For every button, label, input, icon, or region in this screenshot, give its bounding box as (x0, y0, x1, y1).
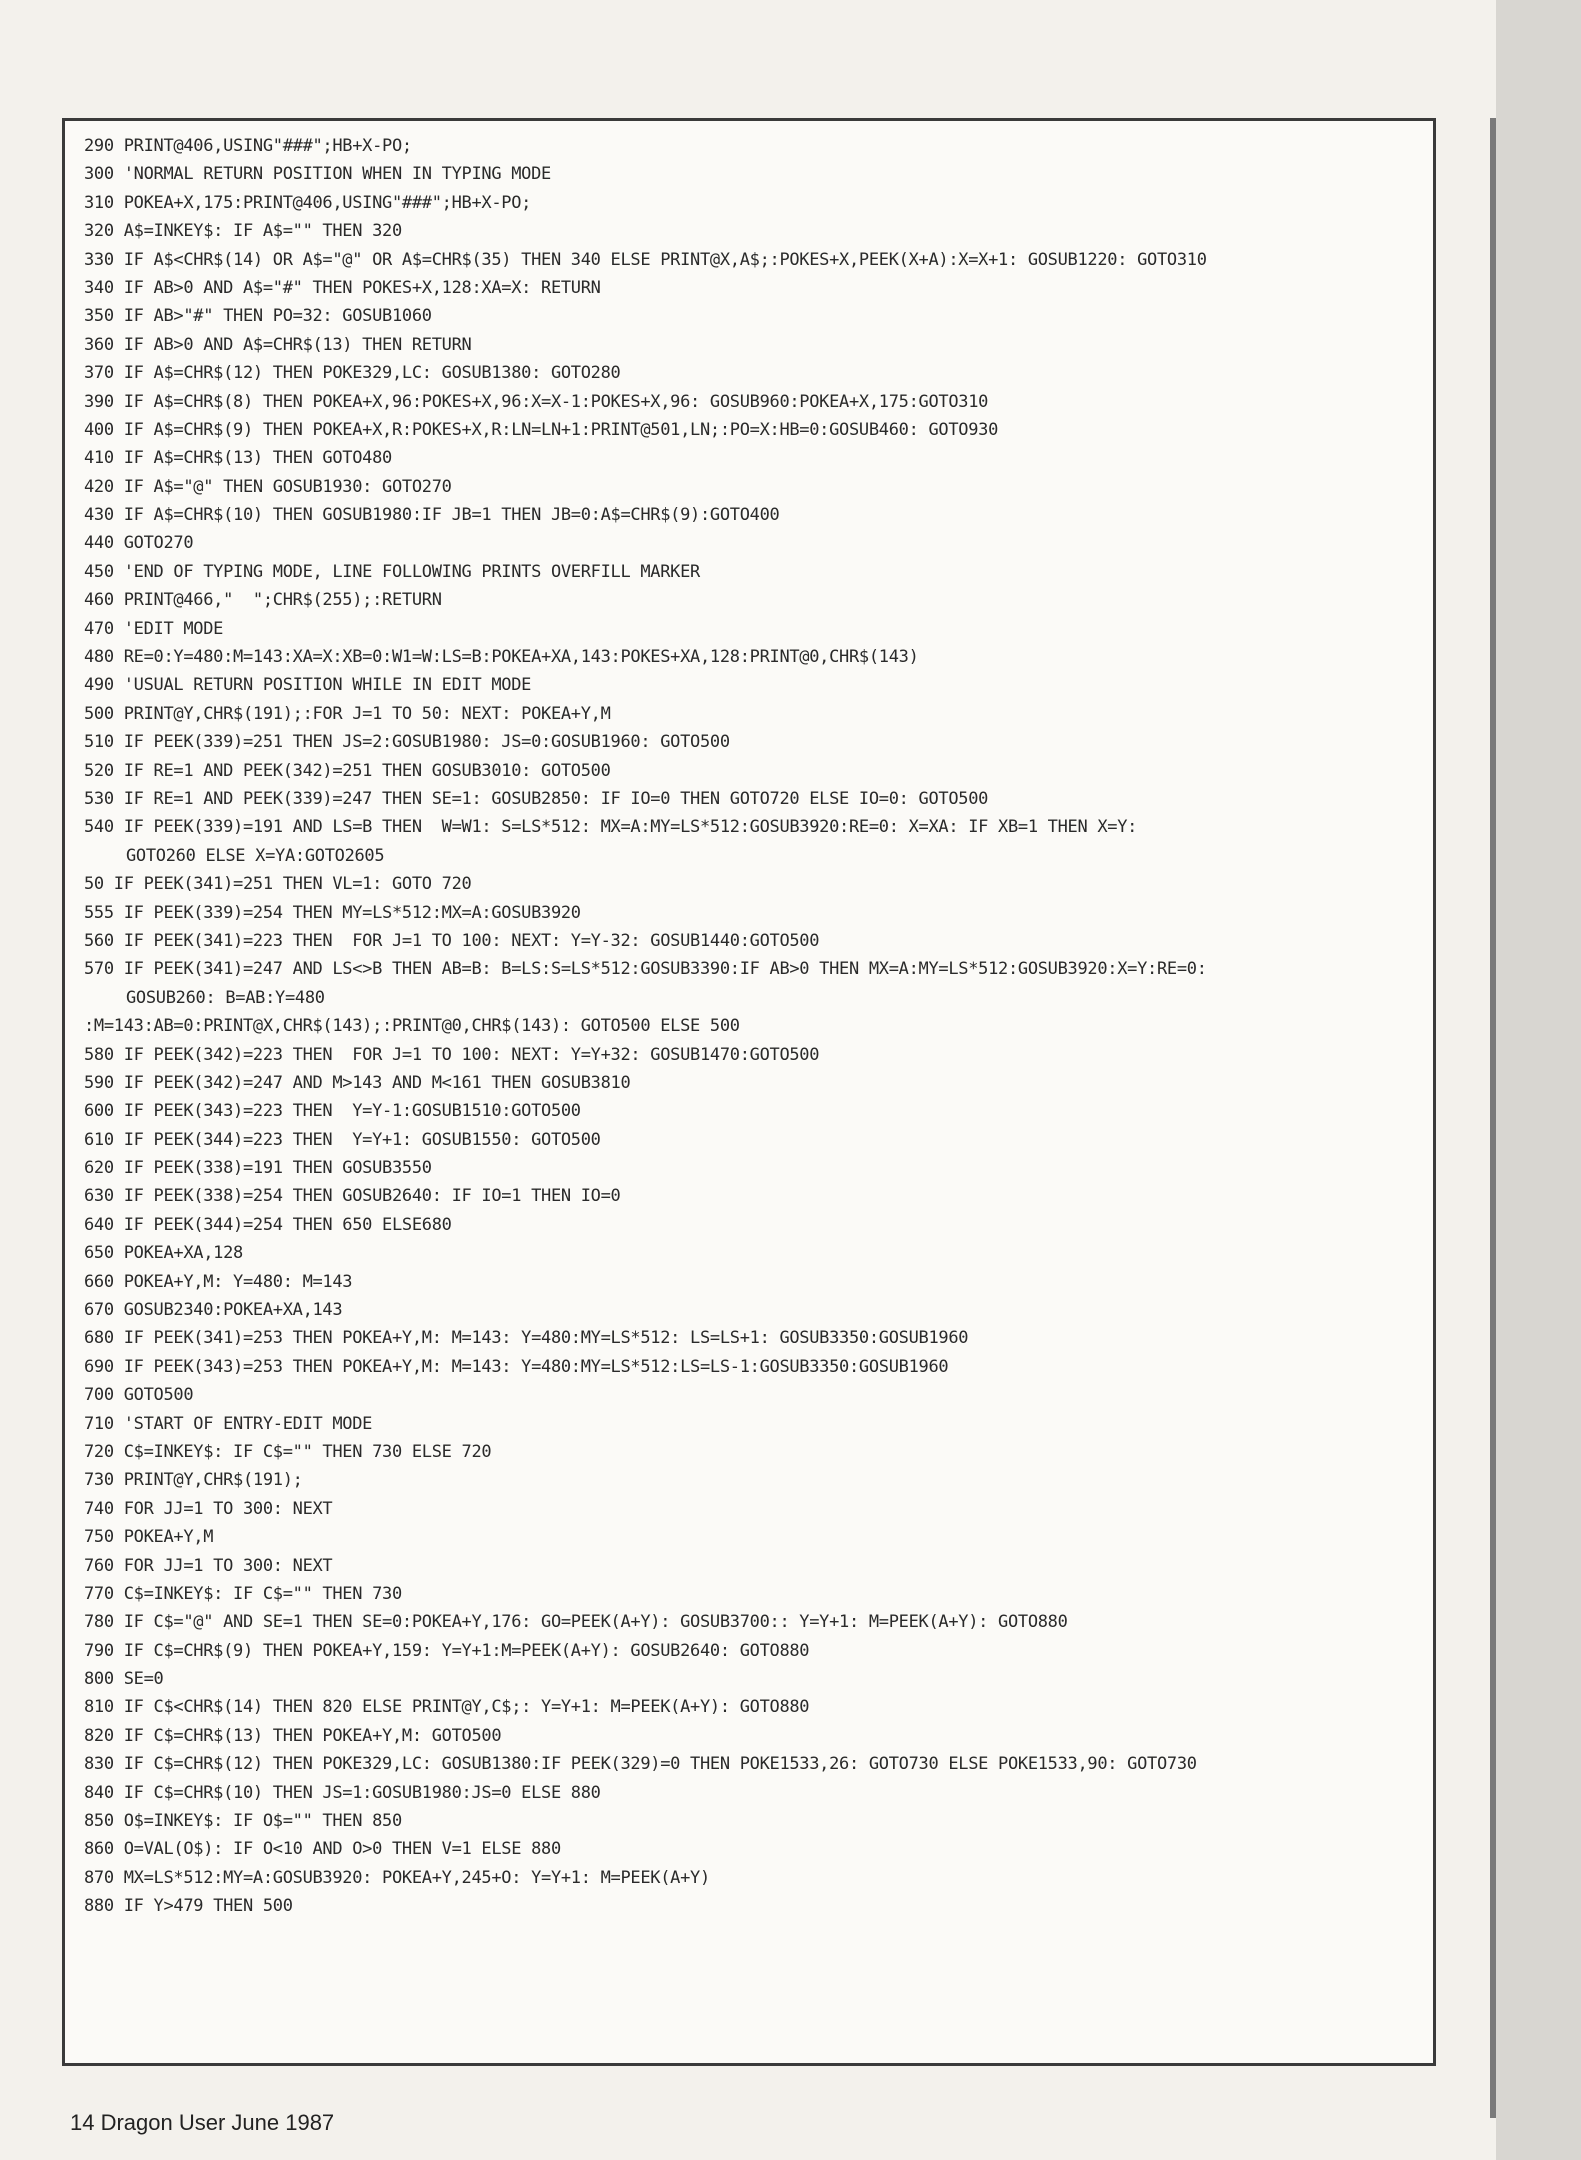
code-line: 510 IF PEEK(339)=251 THEN JS=2:GOSUB1980: JS=0:GOSUB1960: GOTO500 (84, 732, 730, 753)
program-listing (84, 132, 1424, 2052)
code-line: 820 IF C$=CHR$(13) THEN POKEA+Y,M: GOTO500 (84, 1725, 502, 1746)
code-line: 590 IF PEEK(342)=247 AND M>143 AND M<161 THEN GOSUB3810 (84, 1072, 631, 1093)
code-line: 570 IF PEEK(341)=247 AND LS<>B THEN AB=B: B=LS:S=LS*512:GOSUB3390:IF AB>0 THEN MX=A:MY=LS*512:GOSUB3920:X=Y:RE=0: (84, 959, 1207, 980)
code-line: 480 RE=0:Y=480:M=143:XA=X:XB=0:W1=W:LS=B:POKEA+XA,143:POKES+XA,128:PRINT@0,CHR$(143) (84, 647, 919, 668)
code-line: 660 POKEA+Y,M: Y=480: M=143 (84, 1271, 353, 1292)
code-line: 700 GOTO500 (84, 1385, 194, 1406)
code-line: 810 IF C$<CHR$(14) THEN 820 ELSE PRINT@Y,C$;: Y=Y+1: M=PEEK(A+Y): GOTO880 (84, 1697, 810, 1718)
code-line: 840 IF C$=CHR$(10) THEN JS=1:GOSUB1980:JS=0 ELSE 880 (84, 1782, 601, 1803)
code-line: 860 O=VAL(O$): IF O<10 AND O>0 THEN V=1 ELSE 880 (84, 1839, 561, 1860)
code-line: 880 IF Y>479 THEN 500 (84, 1896, 293, 1917)
code-line: 750 POKEA+Y,M (84, 1527, 214, 1548)
code-line: 300 'NORMAL RETURN POSITION WHEN IN TYPING MODE (84, 164, 551, 185)
code-line: 330 IF A$<CHR$(14) OR A$="@" OR A$=CHR$(35) THEN 340 ELSE PRINT@X,A$;:POKES+X,PEEK(X+A):X=X+1: GOSUB1220: GOTO310 (84, 249, 1207, 270)
code-line: 555 IF PEEK(339)=254 THEN MY=LS*512:MX=A:GOSUB3920 (84, 902, 581, 923)
code-line: 720 C$=INKEY$: IF C$="" THEN 730 ELSE 720 (84, 1441, 492, 1462)
code-line: 370 IF A$=CHR$(12) THEN POKE329,LC: GOSUB1380: GOTO280 (84, 363, 621, 384)
code-line: 520 IF RE=1 AND PEEK(342)=251 THEN GOSUB3010: GOTO500 (84, 760, 611, 781)
code-line: 610 IF PEEK(344)=223 THEN Y=Y+1: GOSUB1550: GOTO500 (84, 1129, 601, 1150)
frame-shadow (1490, 118, 1496, 2118)
code-line: 800 SE=0 (84, 1669, 164, 1690)
code-line: 400 IF A$=CHR$(9) THEN POKEA+X,R:POKES+X,R:LN=LN+1:PRINT@501,LN;:PO=X:HB=0:GOSUB460: GOTO930 (84, 419, 999, 440)
code-line: 740 FOR JJ=1 TO 300: NEXT (84, 1498, 333, 1519)
code-line: 390 IF A$=CHR$(8) THEN POKEA+X,96:POKES+X,96:X=X-1:POKES+X,96: GOSUB960:POKEA+X,175:GOTO310 (84, 391, 989, 412)
code-line: 640 IF PEEK(344)=254 THEN 650 ELSE680 (84, 1214, 452, 1235)
page-footer: 14 Dragon User June 1987 (70, 2110, 335, 2135)
code-line: 470 'EDIT MODE (84, 618, 224, 639)
code-line: 320 A$=INKEY$: IF A$="" THEN 320 (84, 221, 402, 242)
code-line: 580 IF PEEK(342)=223 THEN FOR J=1 TO 100: NEXT: Y=Y+32: GOSUB1470:GOTO500 (84, 1044, 820, 1065)
code-line: 530 IF RE=1 AND PEEK(339)=247 THEN SE=1: GOSUB2850: IF IO=0 THEN GOTO720 ELSE IO=0: GOTO500 (84, 788, 989, 809)
code-line: 760 FOR JJ=1 TO 300: NEXT (84, 1555, 333, 1576)
code-line: 690 IF PEEK(343)=253 THEN POKEA+Y,M: M=143: Y=480:MY=LS*512:LS=LS-1:GOSUB3350:GOSUB1960 (84, 1356, 949, 1377)
code-line: 620 IF PEEK(338)=191 THEN GOSUB3550 (84, 1158, 432, 1179)
adjacent-page-edge (1496, 0, 1581, 2160)
code-line: 430 IF A$=CHR$(10) THEN GOSUB1980:IF JB=1 THEN JB=0:A$=CHR$(9):GOTO400 (84, 505, 780, 526)
code-line: 630 IF PEEK(338)=254 THEN GOSUB2640: IF IO=1 THEN IO=0 (84, 1186, 621, 1207)
code-line: 870 MX=LS*512:MY=A:GOSUB3920: POKEA+Y,245+O: Y=Y+1: M=PEEK(A+Y) (84, 1867, 710, 1888)
code-line: 730 PRINT@Y,CHR$(191); (84, 1470, 303, 1491)
code-line: GOSUB260: B=AB:Y=480 (126, 987, 325, 1008)
code-line: 790 IF C$=CHR$(9) THEN POKEA+Y,159: Y=Y+1:M=PEEK(A+Y): GOSUB2640: GOTO880 (84, 1640, 810, 1661)
code-line: 830 IF C$=CHR$(12) THEN POKE329,LC: GOSUB1380:IF PEEK(329)=0 THEN POKE1533,26: GOTO730 ELSE POKE1533,90: GOTO730 (84, 1754, 1197, 1775)
code-line: 460 PRINT@466," ";CHR$(255);:RETURN (84, 590, 442, 611)
code-line: 600 IF PEEK(343)=223 THEN Y=Y-1:GOSUB1510:GOTO500 (84, 1101, 581, 1122)
code-line: 670 GOSUB2340:POKEA+XA,143 (84, 1300, 343, 1321)
code-line: 500 PRINT@Y,CHR$(191);:FOR J=1 TO 50: NEXT: POKEA+Y,M (84, 703, 611, 724)
code-line: 680 IF PEEK(341)=253 THEN POKEA+Y,M: M=143: Y=480:MY=LS*512: LS=LS+1: GOSUB3350:GOSUB1960 (84, 1328, 969, 1349)
code-line: 340 IF AB>0 AND A$="#" THEN POKES+X,128:XA=X: RETURN (84, 277, 601, 298)
code-line: 650 POKEA+XA,128 (84, 1243, 243, 1264)
code-line: 360 IF AB>0 AND A$=CHR$(13) THEN RETURN (84, 334, 472, 355)
code-line: 50 IF PEEK(341)=251 THEN VL=1: GOTO 720 (84, 874, 472, 895)
code-line: 490 'USUAL RETURN POSITION WHILE IN EDIT MODE (84, 675, 532, 696)
code-line: 780 IF C$="@" AND SE=1 THEN SE=0:POKEA+Y,176: GO=PEEK(A+Y): GOSUB3700:: Y=Y+1: M=PEEK(A+Y): GOTO880 (84, 1612, 1068, 1633)
code-line: 290 PRINT@406,USING"###";HB+X-PO; (84, 136, 412, 156)
code-line: 440 GOTO270 (84, 533, 194, 554)
code-line: 310 POKEA+X,175:PRINT@406,USING"###";HB+X-PO; (84, 192, 532, 213)
code-line: GOTO260 ELSE X=YA:GOTO2605 (126, 845, 385, 866)
code-line: 710 'START OF ENTRY-EDIT MODE (84, 1413, 373, 1434)
code-line: :M=143:AB=0:PRINT@X,CHR$(143);:PRINT@0,CHR$(143): GOTO500 ELSE 500 (84, 1016, 740, 1037)
code-line: 410 IF A$=CHR$(13) THEN GOTO480 (84, 448, 392, 469)
code-line: 560 IF PEEK(341)=223 THEN FOR J=1 TO 100: NEXT: Y=Y-32: GOSUB1440:GOTO500 (84, 930, 820, 951)
code-line: 850 O$=INKEY$: IF O$="" THEN 850 (84, 1811, 402, 1832)
code-line: 450 'END OF TYPING MODE, LINE FOLLOWING PRINTS OVERFILL MARKER (84, 561, 700, 582)
code-line: 770 C$=INKEY$: IF C$="" THEN 730 (84, 1583, 402, 1604)
code-line: 350 IF AB>"#" THEN PO=32: GOSUB1060 (84, 306, 432, 327)
code-line: 540 IF PEEK(339)=191 AND LS=B THEN W=W1: S=LS*512: MX=A:MY=LS*512:GOSUB3920:RE=0: X=XA: IF XB=1 THEN X=Y: (84, 817, 1138, 838)
code-line: 420 IF A$="@" THEN GOSUB1930: GOTO270 (84, 476, 452, 497)
